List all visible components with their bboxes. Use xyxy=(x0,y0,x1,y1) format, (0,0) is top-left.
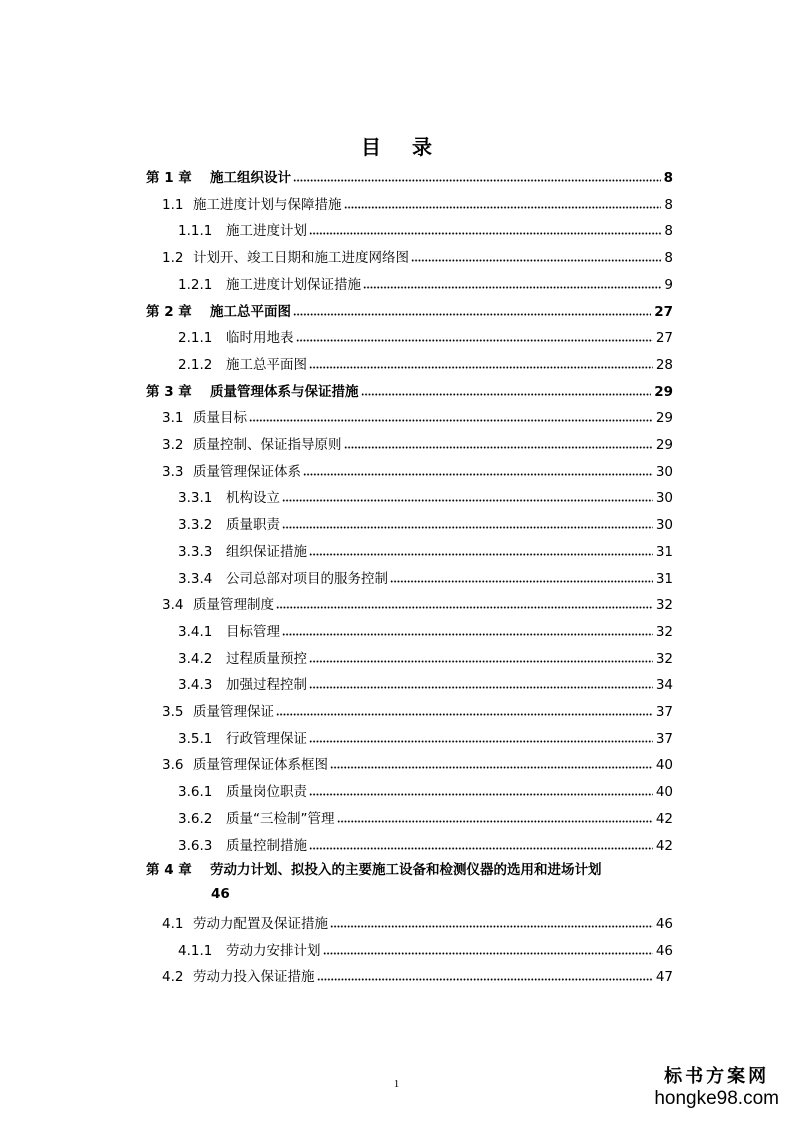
toc-entry-page: 27 xyxy=(655,330,673,347)
toc-leader-dots xyxy=(309,740,653,743)
toc-entry[interactable] xyxy=(178,834,673,854)
toc-entry-text: 质量管理保证体系 xyxy=(193,463,301,480)
toc-entry-text: 质量目标 xyxy=(193,410,247,427)
toc-entry-text: 施工组织设计 xyxy=(210,170,291,186)
toc-entry-text: 施工总平面图 xyxy=(210,303,291,320)
toc-entry-page: 46 xyxy=(655,942,673,959)
toc-entry-page: 40 xyxy=(655,784,673,801)
toc-entry[interactable] xyxy=(178,326,673,346)
toc-entry-page: 31 xyxy=(655,570,673,587)
toc-entry-page: 9 xyxy=(664,276,673,293)
toc-entry-page: 8 xyxy=(664,223,673,240)
toc-entry-page: 29 xyxy=(654,383,673,400)
toc-entry-page: 42 xyxy=(655,810,673,827)
toc-entry-text: 施工进度计划 xyxy=(226,223,307,240)
toc-leader-dots xyxy=(276,606,653,609)
toc-entry-text: 行政管理保证 xyxy=(226,730,307,747)
toc-entry-page: 40 xyxy=(655,757,673,774)
toc-leader-dots xyxy=(293,313,651,316)
toc-entry-number: 2.1.1 xyxy=(178,330,213,347)
toc-leader-dots xyxy=(309,686,653,689)
toc-entry[interactable] xyxy=(162,193,673,213)
toc-entry-number: 3.4 xyxy=(162,597,184,614)
toc-leader-dots xyxy=(309,847,653,850)
toc-entry-page: 8 xyxy=(664,250,673,267)
toc-entry[interactable] xyxy=(146,300,673,320)
toc-entry[interactable] xyxy=(178,567,673,587)
toc-entry-number: 3.5 xyxy=(162,704,184,720)
toc-entry[interactable] xyxy=(178,807,673,827)
toc-entry[interactable] xyxy=(178,673,673,693)
toc-entry-page: 8 xyxy=(663,170,673,186)
toc-leader-dots xyxy=(296,339,653,342)
toc-entry-page: 42 xyxy=(655,837,673,854)
toc-entry-text: 质量管理体系与保证措施 xyxy=(210,383,359,400)
toc-entry-text: 劳动力安排计划 xyxy=(226,942,321,959)
toc-leader-dots xyxy=(282,526,653,529)
toc-leader-dots xyxy=(317,978,653,981)
watermark-url: hongke98.com xyxy=(654,1088,779,1109)
toc-entry-page: 29 xyxy=(655,410,673,427)
toc-entry-number: 3.6 xyxy=(162,757,184,774)
toc-entry-text: 过程质量预控 xyxy=(226,650,307,667)
toc-entry-text: 机构设立 xyxy=(226,490,280,507)
toc-entry[interactable] xyxy=(162,700,673,720)
toc-entry-text: 质量控制、保证指导原则 xyxy=(193,437,342,453)
toc-entry-number: 1.1.1 xyxy=(178,223,213,240)
toc-entry-text: 组织保证措施 xyxy=(226,543,307,560)
toc-entry-number: 3.5.1 xyxy=(178,730,213,747)
toc-entry-text: 施工总平面图 xyxy=(226,356,307,373)
toc-entry-number: 第 1 章 xyxy=(146,170,192,186)
toc-entry-page: 30 xyxy=(655,490,673,507)
toc-entry[interactable] xyxy=(178,353,673,373)
toc-entry[interactable] xyxy=(178,486,673,506)
toc-entry-number: 第 2 章 xyxy=(146,303,192,320)
toc-entry-text: 目标管理 xyxy=(226,623,280,640)
toc-entry-page: 47 xyxy=(655,969,673,986)
toc-entry-number: 4.1.1 xyxy=(178,942,213,959)
toc-entry-page: 27 xyxy=(654,303,673,320)
toc-entry-number: 1.2.1 xyxy=(178,276,213,293)
toc-entry-number: 3.4.3 xyxy=(178,677,213,694)
toc-leader-dots xyxy=(344,446,653,449)
toc-leader-dots xyxy=(411,259,661,262)
toc-entry-page: 31 xyxy=(655,543,673,560)
toc-entry-text: 施工进度计划保证措施 xyxy=(226,276,361,293)
toc-entry[interactable] xyxy=(178,273,673,293)
toc-entry[interactable] xyxy=(178,513,673,533)
toc-entry-chapter-4[interactable] xyxy=(146,858,673,878)
toc-leader-dots xyxy=(309,232,661,235)
toc-leader-dots xyxy=(390,580,653,583)
toc-leader-dots xyxy=(293,179,661,182)
toc-entry-number: 3.1 xyxy=(162,410,184,427)
toc-entry[interactable] xyxy=(146,380,673,400)
toc-entry[interactable] xyxy=(178,727,673,747)
toc-entry-text: 质量职责 xyxy=(226,517,280,534)
toc-entry-text: 劳动力配置及保证措施 xyxy=(193,916,328,932)
toc-entry[interactable] xyxy=(178,620,673,640)
toc-entry-page: 37 xyxy=(655,730,673,747)
toc-entry-text: 临时用地表 xyxy=(226,330,294,347)
toc-entry-page: 28 xyxy=(655,356,673,373)
toc-leader-dots xyxy=(337,820,653,823)
page-number: 1 xyxy=(393,1078,400,1090)
toc-entry-number: 3.6.3 xyxy=(178,837,213,854)
toc-leader-dots xyxy=(363,286,661,289)
toc-leader-dots xyxy=(309,553,653,556)
toc-entry-text: 施工进度计划与保障措施 xyxy=(193,196,342,213)
toc-entry[interactable] xyxy=(162,753,673,773)
toc-entry-number: 3.3.2 xyxy=(178,517,213,534)
toc-entry[interactable] xyxy=(162,593,673,613)
toc-entry[interactable] xyxy=(162,433,673,453)
toc-entry[interactable] xyxy=(178,780,673,800)
toc-leader-dots xyxy=(323,952,653,955)
toc-entry-number: 2.1.2 xyxy=(178,356,213,373)
toc-entry-text: 质量“三检制”管理 xyxy=(226,810,335,827)
toc-leader-dots xyxy=(330,766,653,769)
toc-entry-page: 37 xyxy=(655,704,673,720)
toc-entry-number: 4.2 xyxy=(162,969,184,986)
toc-leader-dots xyxy=(282,633,653,636)
toc-entry-number: 3.3.3 xyxy=(178,543,213,560)
watermark-name: 标书方案网 xyxy=(664,1066,770,1087)
toc-entry-page: 30 xyxy=(655,463,673,480)
toc-leader-dots xyxy=(309,793,653,796)
toc-entry-text: 质量管理保证体系框图 xyxy=(193,757,328,774)
toc-entry-text: 计划开、竣工日期和施工进度网络图 xyxy=(193,250,409,267)
toc-leader-dots xyxy=(309,366,653,369)
toc-entry-page: 32 xyxy=(655,650,673,667)
toc-entry-text: 劳动力计划、拟投入的主要施工设备和检测仪器的选用和进场计划 xyxy=(210,862,602,878)
toc-entry-text: 质量岗位职责 xyxy=(226,784,307,801)
toc-leader-dots xyxy=(361,393,652,396)
toc-entry[interactable] xyxy=(178,219,673,239)
toc-entry-page: 34 xyxy=(655,677,673,694)
toc-entry-page: 46 xyxy=(655,916,673,932)
toc-entry-number: 4.1 xyxy=(162,916,184,932)
toc-leader-dots xyxy=(249,419,653,422)
toc-entry-number: 3.3 xyxy=(162,463,184,480)
toc-entry-number: 3.2 xyxy=(162,437,184,453)
toc-entry[interactable] xyxy=(162,965,673,985)
toc-entry-text: 质量管理制度 xyxy=(193,597,274,614)
page-title: 目 录 xyxy=(361,135,444,159)
toc-entry[interactable] xyxy=(162,246,673,266)
toc-entry-text: 公司总部对项目的服务控制 xyxy=(226,570,388,587)
toc-leader-dots xyxy=(276,713,653,716)
toc-entry[interactable] xyxy=(146,166,673,186)
toc-entry-number: 3.6.1 xyxy=(178,784,213,801)
toc-entry-number: 3.4.2 xyxy=(178,650,213,667)
toc-entry[interactable] xyxy=(178,939,673,959)
toc-leader-dots xyxy=(344,206,662,209)
toc-entry-page: 29 xyxy=(655,437,673,453)
toc-entry-page: 32 xyxy=(655,623,673,640)
toc-entry-number: 3.3.4 xyxy=(178,570,213,587)
watermark-logo xyxy=(654,1066,779,1110)
toc-leader-dots xyxy=(309,660,653,663)
toc-entry[interactable] xyxy=(162,460,673,480)
toc-entry-page: 8 xyxy=(664,196,673,213)
toc-entry-page: 30 xyxy=(655,517,673,534)
toc-entry-text: 加强过程控制 xyxy=(226,677,307,694)
toc-entry[interactable] xyxy=(178,647,673,667)
toc-entry-number: 1.2 xyxy=(162,250,184,267)
toc-entry-number: 第 3 章 xyxy=(146,383,192,400)
toc-leader-dots xyxy=(303,473,653,476)
toc-entry-page: 46 xyxy=(211,886,230,902)
toc-entry-number: 1.1 xyxy=(162,196,184,213)
toc-leader-dots xyxy=(330,925,653,928)
toc-leader-dots xyxy=(282,499,653,502)
toc-entry-number: 3.6.2 xyxy=(178,810,213,827)
toc-entry[interactable] xyxy=(162,912,673,932)
toc-entry-number: 3.4.1 xyxy=(178,623,213,640)
toc-entry-page: 32 xyxy=(655,597,673,614)
toc-entry-text: 质量控制措施 xyxy=(226,837,307,854)
toc-entry-number: 3.3.1 xyxy=(178,490,213,507)
toc-entry[interactable] xyxy=(162,406,673,426)
toc-entry[interactable] xyxy=(178,540,673,560)
toc-entry-text: 劳动力投入保证措施 xyxy=(193,969,315,986)
toc-entry-text: 质量管理保证 xyxy=(193,704,274,720)
toc-entry-number: 第 4 章 xyxy=(146,862,192,878)
